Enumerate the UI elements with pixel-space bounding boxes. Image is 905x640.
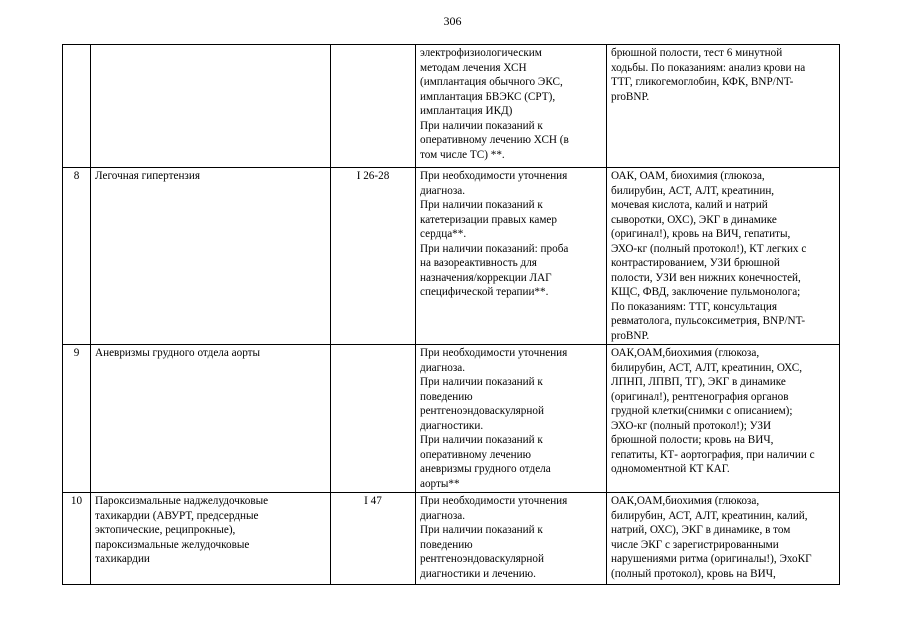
disease-name-line: тахикардии (АВУРТ, предсердные (95, 509, 259, 522)
indications-line: рентгеноэндоваскулярной (420, 553, 544, 565)
examinations-line: полости, УЗИ вен нижних конечностей, (611, 271, 801, 284)
indications-line: сердца**. (420, 228, 467, 240)
examinations-line: ТТГ, гликогемоглобин, КФК, BNP/NT- (611, 76, 794, 88)
indications-line: диагноза. (420, 361, 465, 374)
examinations-line: нарушениями ритма (оригиналы!), ЭхоКГ (611, 553, 812, 565)
examinations-line: брюшной полости; кровь на ВИЧ, (611, 434, 774, 446)
disease-name-line: эктопические, реципрокные), (95, 524, 236, 536)
examinations-line: По показаниям: ТТГ, консультация (611, 300, 777, 313)
indications-line: диагноза. (420, 184, 465, 197)
indications-line: оперативному лечению ХСН (в (420, 134, 569, 146)
examinations-line: (оригинал!), кровь на ВИЧ, гепатиты, (611, 228, 791, 240)
examinations-line: ЭХО-кг (полный протокол!); УЗИ (611, 419, 772, 432)
indications-line: назначения/коррекции ЛАГ (420, 271, 552, 284)
examinations (607, 45, 840, 168)
examinations-line: сыворотки, ОХС), ЭКГ в динамике (611, 213, 777, 226)
indications-line: аорты** (420, 477, 460, 490)
disease-name (91, 168, 331, 345)
page-number: 306 (443, 14, 462, 28)
disease-name-line: пароксизмальные желудочковые (95, 538, 250, 551)
examinations-line: proBNP. (611, 329, 650, 342)
row-number: 10 (63, 493, 91, 585)
examinations-line: proBNP. (611, 90, 650, 103)
clinical-table (62, 44, 840, 585)
disease-name (91, 345, 331, 493)
table-body (63, 45, 840, 585)
indications-line: на вазореактивность для (420, 257, 537, 269)
examinations-line: ходьбы. По показаниям: анализ крови на (611, 61, 806, 74)
examinations-line: гепатиты, КТ- аортография, при наличии с (611, 448, 815, 461)
indications-line: При наличии показаний к (420, 524, 543, 536)
examinations-line: ЭХО-кг (полный протокол!), КТ легких с (611, 242, 807, 255)
examinations (607, 345, 840, 493)
indications-line: При наличии показаний к (420, 119, 543, 132)
examinations-line: мочевая кислота, калий и натрий (611, 199, 768, 211)
indications-line: диагностики и лечению. (420, 567, 536, 580)
indications-line: диагностики. (420, 419, 484, 432)
indications-line: При наличии показаний к (420, 376, 543, 388)
disease-name-line: тахикардии (95, 553, 150, 565)
examinations-line: ревматолога, пульсоксиметрия, BNP/NT- (611, 315, 806, 327)
row-number: 9 (63, 345, 91, 493)
indications-line: электрофизиологическим (420, 47, 542, 59)
indications-line: поведению (420, 538, 473, 551)
examinations-line: числе ЭКГ с зарегистрированными (611, 538, 779, 551)
table-row (63, 493, 840, 585)
indications-line: При наличии показаний к (420, 199, 543, 211)
examinations (607, 493, 840, 585)
indications-line: При наличии показаний к (420, 434, 543, 446)
indications-line: диагноза. (420, 509, 465, 522)
icd-code (331, 345, 416, 493)
examinations-line: билирубин, АСТ, АЛТ, креатинин, (611, 184, 775, 197)
indications-line: специфической терапии**. (420, 286, 549, 298)
examinations-line: натрий, ОХС), ЭКГ в динамике, в том (611, 524, 791, 536)
icd-code: I 47 (331, 493, 416, 585)
examinations-line: ОАК, ОАМ, биохимия (глюкоза, (611, 170, 765, 182)
examinations (607, 168, 840, 345)
examinations-line: ЛПНП, ЛПВП, ТГ), ЭКГ в динамике (611, 376, 786, 388)
examinations-line: (полный протокол), кровь на ВИЧ, (611, 567, 776, 580)
indications-line: катетеризации правых камер (420, 213, 557, 226)
indications-line: При необходимости уточнения (420, 170, 568, 182)
indications-line: (имплантация обычного ЭКС, (420, 76, 563, 88)
indications-line: имплантация БВЭКС (СРТ), (420, 90, 556, 103)
indications (416, 168, 607, 345)
examinations-line: ОАК,ОАМ,биохимия (глюкоза, (611, 347, 760, 359)
indications-line: рентгеноэндоваскулярной (420, 405, 544, 417)
examinations-line: ОАК,ОАМ,биохимия (глюкоза, (611, 495, 760, 507)
indications-line: При необходимости уточнения (420, 347, 568, 359)
examinations-line: брюшной полости, тест 6 минутной (611, 47, 783, 59)
indications-line: аневризмы грудного отдела (420, 463, 551, 475)
indications (416, 493, 607, 585)
table-row (63, 45, 840, 168)
table-row (63, 168, 840, 345)
examinations-line: (оригинал!), рентгенография органов (611, 390, 789, 403)
examinations-line: билирубин, АСТ, АЛТ, креатинин, ОХС, (611, 361, 803, 374)
examinations-line: контрастированием, УЗИ брюшной (611, 257, 780, 269)
icd-code: I 26-28 (331, 168, 416, 345)
indications-line: поведению (420, 390, 473, 403)
row-number (63, 45, 91, 168)
indications (416, 345, 607, 493)
table-row (63, 345, 840, 493)
icd-code (331, 45, 416, 168)
indications-line: При наличии показаний: проба (420, 242, 569, 255)
indications-line: При необходимости уточнения (420, 495, 568, 507)
examinations-line: КЩС, ФВД, заключение пульмонолога; (611, 286, 801, 298)
disease-name (91, 493, 331, 585)
examinations-line: грудной клетки(снимки с описанием); (611, 405, 793, 417)
examinations-line: билирубин, АСТ, АЛТ, креатинин, калий, (611, 509, 808, 522)
indications-line: оперативному лечению (420, 448, 532, 461)
indications-line: имплантация ИКД) (420, 105, 513, 117)
indications-line: том числе ТС) **. (420, 148, 505, 161)
indications (416, 45, 607, 168)
disease-name (91, 45, 331, 168)
row-number: 8 (63, 168, 91, 345)
disease-name-line: Пароксизмальные наджелудочковые (95, 495, 269, 507)
examinations-line: одномоментной КТ КАГ. (611, 463, 730, 475)
disease-name-line: Аневризмы грудного отдела аорты (95, 347, 261, 359)
disease-name-line: Легочная гипертензия (95, 170, 200, 182)
indications-line: методам лечения ХСН (420, 61, 527, 74)
